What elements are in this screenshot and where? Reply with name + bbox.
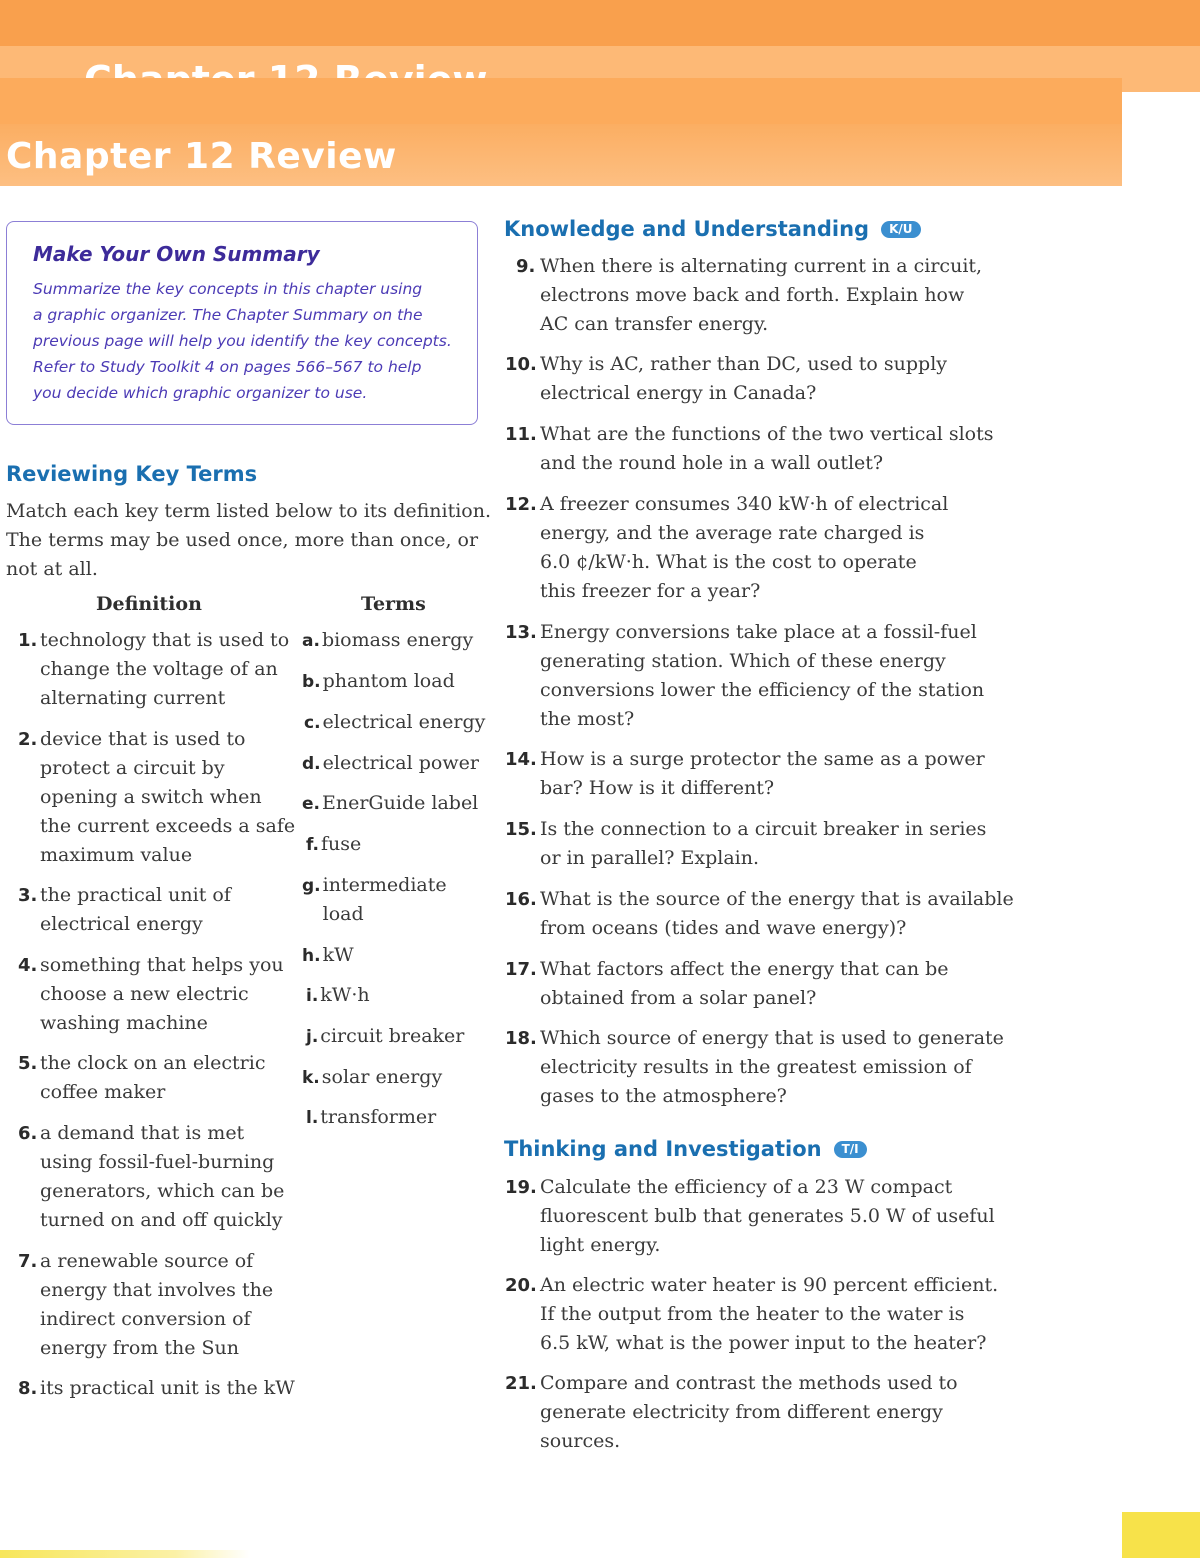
question-line: 6.5 kW, what is the power input to the heater? [540, 1332, 987, 1354]
summary-line: a graphic organizer. The Chapter Summary on the [33, 306, 423, 324]
definition-line: using fossil-fuel-burning [40, 1151, 275, 1173]
thinking-heading-text: Thinking and Investigation [504, 1137, 822, 1161]
term-line: kW [322, 944, 354, 966]
definition-number: 1. [18, 630, 38, 651]
question-item [505, 490, 948, 606]
question-line: light energy. [540, 1234, 661, 1256]
term-letter: g. [302, 876, 321, 896]
intro-line: Match each key term listed below to its definition. [6, 500, 492, 522]
question-number: 16. [505, 889, 537, 910]
question-number: 19. [505, 1177, 537, 1198]
definition-line: protect a circuit by [40, 757, 225, 779]
term-line: kW·h [320, 984, 370, 1006]
term-letter: h. [302, 946, 321, 966]
term-line: electrical energy [322, 711, 486, 733]
definition-line: the practical unit of [40, 884, 231, 906]
ghost-chapter-title [84, 56, 488, 78]
corner-decoration [1122, 1512, 1200, 1558]
question-number: 20. [505, 1275, 537, 1296]
question-item [505, 420, 994, 478]
term-line: fuse [320, 833, 362, 855]
definition-line: change the voltage of an [40, 658, 278, 680]
question-item [505, 955, 949, 1013]
knowledge-heading [504, 217, 921, 241]
definition-header: Definition [96, 593, 202, 615]
definition-line: opening a switch when [40, 786, 262, 808]
term-item [306, 1022, 464, 1052]
question-item [505, 1369, 958, 1456]
question-line: electrons move back and forth. Explain how [540, 284, 965, 306]
question-line: obtained from a solar panel? [540, 987, 817, 1009]
term-letter: e. [302, 794, 320, 814]
terms-header: Terms [361, 593, 426, 615]
question-line: fluorescent bulb that generates 5.0 W of useful [540, 1205, 995, 1227]
question-line: conversions lower the efficiency of the station [540, 679, 985, 701]
definition-line: washing machine [40, 1012, 208, 1034]
term-item [302, 667, 455, 697]
summary-line: you decide which graphic organizer to use. [33, 384, 368, 402]
question-item [505, 815, 986, 873]
term-line: solar energy [321, 1066, 443, 1088]
knowledge-heading-text: Knowledge and Understanding [504, 217, 870, 241]
term-letter: l. [306, 1108, 319, 1128]
question-number: 10. [505, 354, 537, 375]
question-item [505, 1271, 998, 1358]
question-number: 14. [505, 749, 537, 770]
summary-line: previous page will help you identify the key concepts. [33, 332, 452, 350]
definition-line: coffee maker [40, 1081, 166, 1103]
question-line: A freezer consumes 340 kW·h of electrical [540, 493, 949, 515]
question-number: 18. [505, 1028, 537, 1049]
definition-line: choose a new electric [40, 983, 249, 1005]
question-number: 12. [505, 494, 537, 515]
definition-item [18, 1119, 284, 1235]
term-item [306, 830, 361, 860]
definition-line: alternating current [40, 687, 226, 709]
question-line: bar? How is it different? [540, 777, 775, 799]
definition-line: the current exceeds a safe [40, 815, 296, 837]
question-number: 13. [505, 622, 537, 643]
term-line: phantom load [322, 670, 455, 692]
reviewing-intro [6, 497, 492, 584]
question-number: 11. [505, 424, 537, 445]
definition-line: indirect conversion of [40, 1308, 251, 1330]
definition-number: 6. [18, 1123, 38, 1144]
term-item [304, 708, 485, 738]
term-item [306, 1103, 436, 1133]
term-line: biomass energy [321, 629, 474, 651]
term-letter: d. [302, 754, 321, 774]
definition-line: generators, which can be [40, 1180, 285, 1202]
question-line: generate electricity from different energy [540, 1401, 943, 1423]
summary-title: Make Your Own Summary [33, 242, 320, 266]
question-line: What factors affect the energy that can be [540, 958, 949, 980]
definition-number: 3. [18, 885, 38, 906]
definition-number: 8. [18, 1378, 38, 1399]
definition-number: 5. [18, 1053, 38, 1074]
definition-item [18, 1049, 265, 1107]
question-item [505, 745, 985, 803]
term-item [302, 626, 473, 656]
question-line: How is a surge protector the same as a power [540, 748, 985, 770]
term-item [302, 789, 478, 819]
question-line: energy, and the average rate charged is [540, 522, 925, 544]
page-title: Chapter 12 Review [6, 136, 397, 177]
question-item [505, 1024, 1004, 1111]
summary-text [33, 276, 453, 406]
definition-line: something that helps you [40, 954, 284, 976]
term-line: load [322, 903, 364, 925]
question-line: AC can transfer energy. [540, 313, 769, 335]
definition-line: turned on and off quickly [40, 1209, 283, 1231]
question-line: An electric water heater is 90 percent efficient. [540, 1274, 999, 1296]
question-line: this freezer for a year? [540, 580, 761, 602]
definition-item [18, 1247, 273, 1363]
term-line: EnerGuide label [322, 792, 479, 814]
definition-number: 2. [18, 729, 38, 750]
question-line: or in parallel? Explain. [540, 847, 760, 869]
question-line: When there is alternating current in a circuit, [540, 255, 983, 277]
term-item [302, 941, 354, 971]
reviewing-heading: Reviewing Key Terms [6, 462, 258, 486]
thinking-heading [504, 1137, 867, 1161]
question-number: 17. [505, 959, 537, 980]
question-item [505, 885, 1014, 943]
question-line: Compare and contrast the methods used to [540, 1372, 958, 1394]
term-letter: a. [302, 631, 320, 651]
summary-line: Summarize the key concepts in this chapter using [33, 280, 423, 298]
term-letter: k. [302, 1068, 320, 1088]
term-item [306, 981, 370, 1011]
question-line: Which source of energy that is used to generate [540, 1027, 1004, 1049]
definition-item [18, 626, 289, 713]
question-line: gases to the atmosphere? [540, 1085, 787, 1107]
question-line: electrical energy in Canada? [540, 382, 817, 404]
summary-box [6, 221, 478, 425]
term-letter: j. [306, 1027, 319, 1047]
intro-line: not at all. [6, 558, 98, 580]
summary-line: Refer to Study Toolkit 4 on pages 566–567 to help [33, 358, 422, 376]
term-letter: i. [306, 986, 319, 1006]
question-line: the most? [540, 708, 635, 730]
term-item [302, 1063, 442, 1093]
definition-line: a renewable source of [40, 1250, 254, 1272]
question-line: If the output from the heater to the water is [540, 1303, 965, 1325]
definition-line: device that is used to [40, 728, 246, 750]
question-line: Calculate the efficiency of a 23 W compact [540, 1176, 953, 1198]
term-letter: c. [304, 713, 321, 733]
header-band-mid [0, 78, 1122, 124]
question-item [505, 252, 982, 339]
term-item [302, 749, 479, 779]
question-number: 15. [505, 819, 537, 840]
header-band-top [0, 0, 1200, 46]
term-line: circuit breaker [320, 1025, 465, 1047]
question-line: and the round hole in a wall outlet? [540, 452, 884, 474]
bottom-decoration [0, 1550, 250, 1558]
question-item [505, 1173, 995, 1260]
question-line: What is the source of the energy that is available [540, 888, 1014, 910]
question-number: 9. [516, 256, 536, 277]
question-line: sources. [540, 1430, 621, 1452]
thinking-badge: T/I [834, 1141, 867, 1158]
question-item [505, 350, 947, 408]
question-line: generating station. Which of these energy [540, 650, 946, 672]
intro-line: The terms may be used once, more than once, or [6, 529, 479, 551]
question-item [505, 618, 984, 734]
definition-line: maximum value [40, 844, 193, 866]
term-line: intermediate [322, 874, 447, 896]
definition-line: the clock on an electric [40, 1052, 266, 1074]
question-number: 21. [505, 1373, 537, 1394]
term-line: transformer [320, 1106, 437, 1128]
definition-item [18, 725, 295, 870]
definition-item [18, 951, 284, 1038]
term-line: electrical power [322, 752, 479, 774]
definition-item [18, 1374, 295, 1403]
definition-line: energy that involves the [40, 1279, 274, 1301]
term-letter: b. [302, 672, 321, 692]
definition-line: technology that is used to [40, 629, 290, 651]
question-line: from oceans (tides and wave energy)? [540, 917, 907, 939]
term-letter: f. [306, 835, 319, 855]
question-line: What are the functions of the two vertical slots [540, 423, 994, 445]
definition-line: electrical energy [40, 913, 203, 935]
question-line: Energy conversions take place at a fossil-fuel [540, 621, 977, 643]
question-line: electricity results in the greatest emission of [540, 1056, 972, 1078]
question-line: Is the connection to a circuit breaker in series [540, 818, 987, 840]
definition-line: a demand that is met [40, 1122, 245, 1144]
knowledge-badge: K/U [881, 221, 920, 238]
term-item [302, 871, 447, 929]
definition-number: 4. [18, 955, 38, 976]
question-line: 6.0 ¢/kW·h. What is the cost to operate [540, 551, 917, 573]
definition-line: energy from the Sun [40, 1337, 239, 1359]
definition-line: its practical unit is the kW [40, 1377, 295, 1399]
definition-number: 7. [18, 1251, 38, 1272]
definition-item [18, 881, 231, 939]
question-line: Why is AC, rather than DC, used to supply [540, 353, 948, 375]
